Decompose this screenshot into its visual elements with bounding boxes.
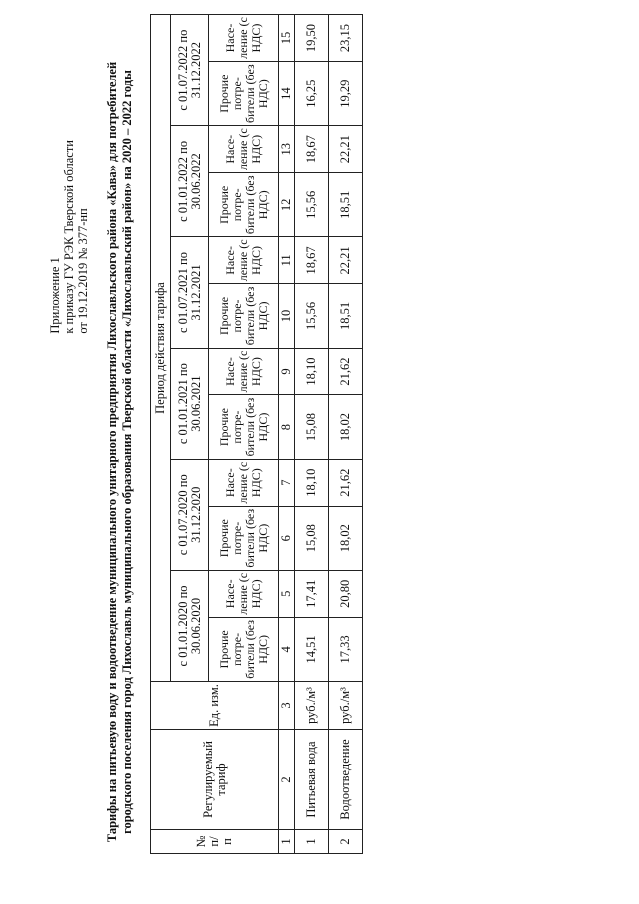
column-index-cell: 5: [279, 570, 295, 617]
tariff-value-cell: 18,51: [329, 173, 363, 237]
row-number-cell: 1: [295, 830, 329, 854]
header-tariff: Регулируемый тариф: [151, 730, 279, 830]
period-header: с 01.07.2021 по 31.12.2021: [171, 237, 209, 348]
tariff-value-cell: 18,10: [295, 348, 329, 395]
subheader-other: Прочие потре- бители (без НДС): [209, 395, 279, 459]
row-unit-cell: руб./м³: [295, 682, 329, 730]
column-index-cell: 12: [279, 173, 295, 237]
tariff-value-cell: 15,56: [295, 173, 329, 237]
subheader-population: Насе- ление (с НДС): [209, 570, 279, 617]
document-title: [105, 30, 135, 874]
row-tariff-name-cell: Водоотведение: [329, 730, 363, 830]
appendix-line-2: к приказу ГУ РЭК Тверской области: [62, 140, 76, 334]
period-header: с 01.01.2021 по 30.06.2021: [171, 348, 209, 459]
tariff-value-cell: 18,67: [295, 126, 329, 173]
tariff-value-cell: 19,50: [295, 15, 329, 62]
tariff-value-cell: 18,67: [295, 237, 329, 284]
tariff-value-cell: 18,02: [329, 395, 363, 459]
title-line-1: Тарифы на питьевую воду и водоотведение муниципального унитарного предприятия Лихославльского района «Кава» для потребителей: [105, 61, 119, 843]
column-index-cell: 11: [279, 237, 295, 284]
subheader-other: Прочие потре- бители (без НДС): [209, 62, 279, 126]
table-row: [329, 15, 363, 854]
subheader-population: Насе- ление (с НДС): [209, 459, 279, 506]
tariff-value-cell: 23,15: [329, 15, 363, 62]
tariff-value-cell: 15,08: [295, 506, 329, 570]
tariff-value-cell: 21,62: [329, 348, 363, 395]
column-index-cell: 1: [279, 830, 295, 854]
column-index-cell: 9: [279, 348, 295, 395]
row-number-cell: 2: [329, 830, 363, 854]
subheader-other: Прочие потре- бители (без НДС): [209, 173, 279, 237]
subheader-population: Насе- ление (с НДС): [209, 237, 279, 284]
period-header: с 01.07.2020 по 31.12.2020: [171, 459, 209, 570]
row-tariff-name-cell: Питьевая вода: [295, 730, 329, 830]
tariff-value-cell: 20,80: [329, 570, 363, 617]
tariff-value-cell: 18,51: [329, 284, 363, 348]
period-header: с 01.01.2022 по 30.06.2022: [171, 126, 209, 237]
row-unit-cell: руб./м³: [329, 682, 363, 730]
column-index-cell: 6: [279, 506, 295, 570]
column-index-cell: 4: [279, 617, 295, 681]
period-header: с 01.01.2020 по 30.06.2020: [171, 570, 209, 681]
subheader-population: Насе- ление (с НДС): [209, 348, 279, 395]
period-header: с 01.07.2022 по 31.12.2022: [171, 15, 209, 126]
column-index-cell: 15: [279, 15, 295, 62]
column-index-cell: 13: [279, 126, 295, 173]
column-index-row: [279, 15, 295, 854]
tariff-value-cell: 22,21: [329, 126, 363, 173]
subheader-other: Прочие потре- бители (без НДС): [209, 617, 279, 681]
column-index-cell: 7: [279, 459, 295, 506]
tariff-value-cell: 14,51: [295, 617, 329, 681]
column-index-cell: 8: [279, 395, 295, 459]
tariff-value-cell: 19,29: [329, 62, 363, 126]
tariff-value-cell: 16,25: [295, 62, 329, 126]
tariff-table: [150, 14, 363, 854]
header-period: Период действия тарифа: [151, 15, 171, 682]
subheader-population: Насе- ление (с НДС): [209, 15, 279, 62]
tariff-value-cell: 15,08: [295, 395, 329, 459]
column-index-cell: 10: [279, 284, 295, 348]
tariff-value-cell: 18,02: [329, 506, 363, 570]
appendix-reference: [48, 140, 90, 334]
header-unit: Ед. изм.: [151, 682, 279, 730]
subheader-other: Прочие потре- бители (без НДС): [209, 284, 279, 348]
table-row: [295, 15, 329, 854]
subheader-population: Насе- ление (с НДС): [209, 126, 279, 173]
header-number: № п/ п: [151, 830, 279, 854]
tariff-value-cell: 17,41: [295, 570, 329, 617]
column-index-cell: 14: [279, 62, 295, 126]
tariff-value-cell: 22,21: [329, 237, 363, 284]
tariff-value-cell: 18,10: [295, 459, 329, 506]
column-index-cell: 3: [279, 682, 295, 730]
column-index-cell: 2: [279, 730, 295, 830]
appendix-line-1: Приложение 1: [48, 257, 62, 334]
tariff-value-cell: 17,33: [329, 617, 363, 681]
tariff-value-cell: 15,56: [295, 284, 329, 348]
tariff-value-cell: 21,62: [329, 459, 363, 506]
appendix-line-3: от 19.12.2019 № 377-нп: [76, 208, 90, 334]
subheader-other: Прочие потре- бители (без НДС): [209, 506, 279, 570]
title-line-2: городского поселения город Лихославль муниципального образования Тверской области «Лихославльский район» на 2020 – 2022 годы: [120, 70, 134, 834]
